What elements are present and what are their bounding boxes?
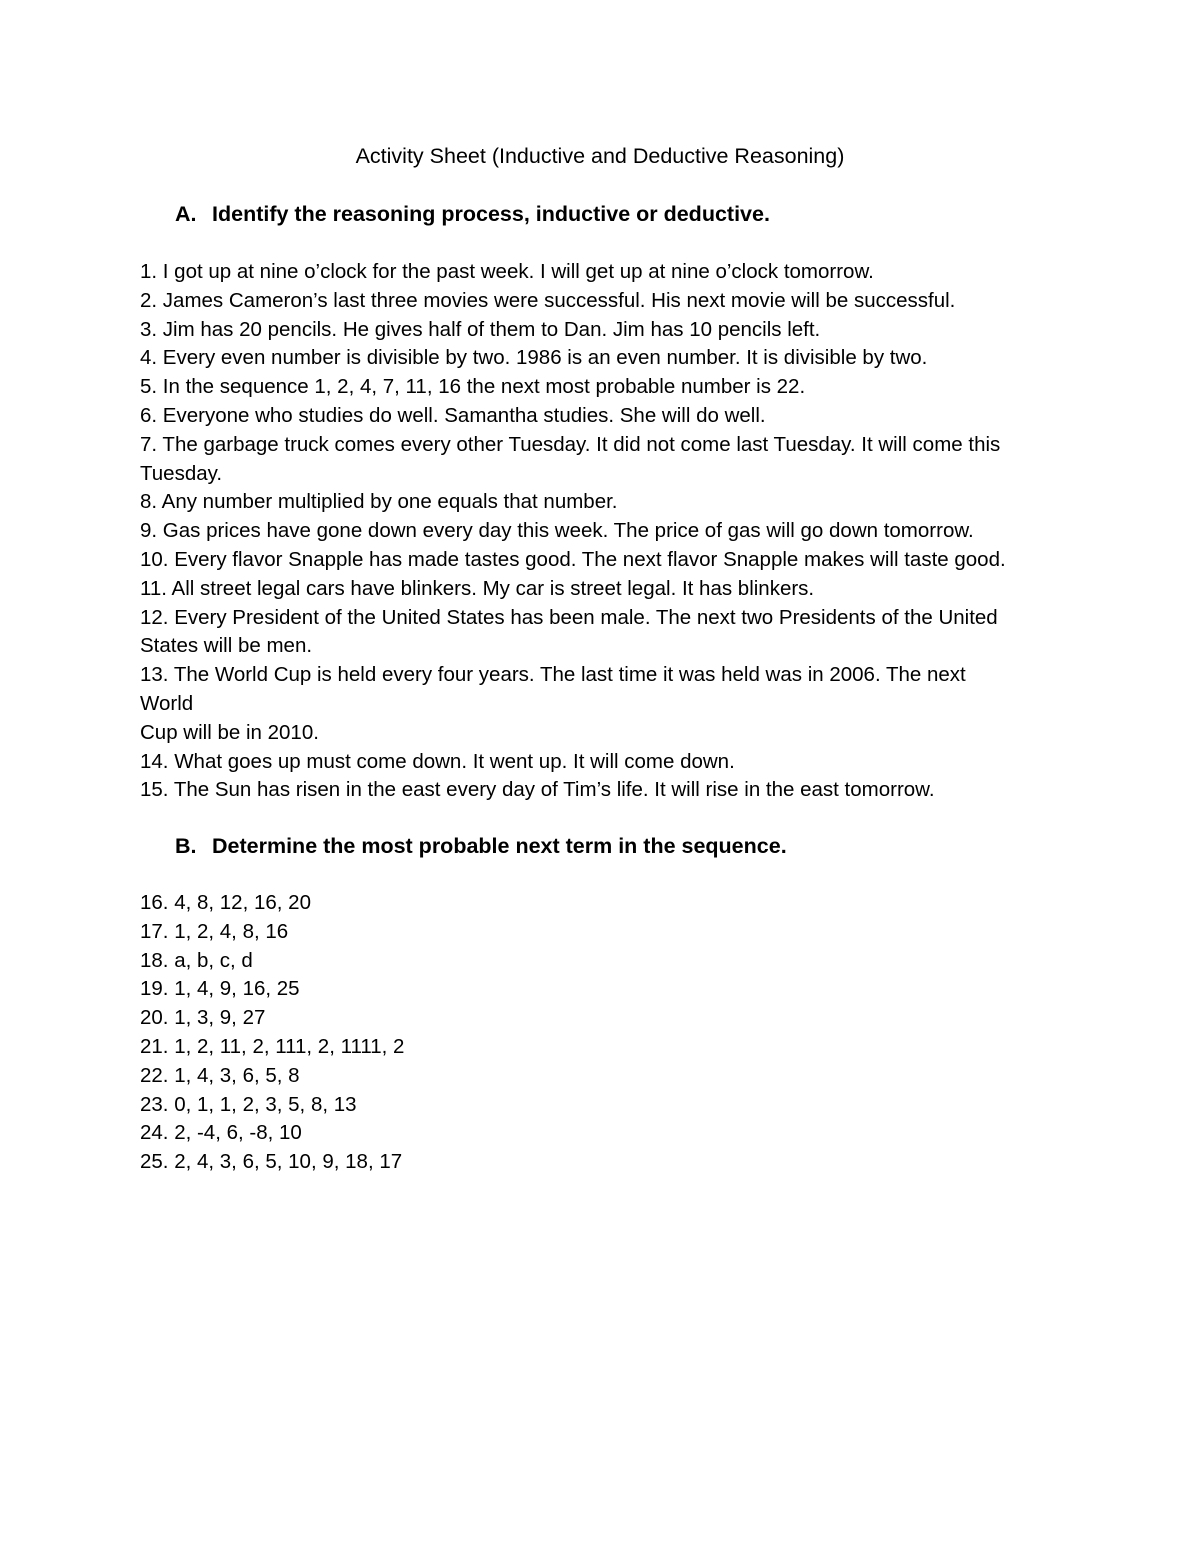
question-16: 16. 4, 8, 12, 16, 20 [140, 891, 311, 914]
question-22: 22. 1, 4, 3, 6, 5, 8 [140, 1063, 300, 1087]
section-b-letter: B. [175, 834, 197, 858]
question-15: 15. The Sun has risen in the east every day of Tim’s life. It will rise in the east tomorrow. [140, 778, 935, 802]
question-20: 20. 1, 3, 9, 27 [140, 1006, 266, 1030]
list-item [140, 316, 1060, 345]
list-item [140, 1033, 1060, 1062]
section-a-heading-text: Identify the reasoning process, inductive or deductive. [212, 202, 770, 226]
question-18: 18. a, b, c, d [140, 948, 253, 972]
question-11: 11. All street legal cars have blinkers. My car is street legal. It has blinkers. [140, 576, 815, 600]
list-item [140, 947, 1060, 976]
question-12: 12. Every President of the United States has been male. The next two Presidents of the United States will be men. [140, 605, 998, 658]
list-item [140, 488, 1060, 517]
section-a-letter: A. [175, 202, 197, 226]
question-13: 13. The World Cup is held every four years. The last time it was held was in 2006. The next World Cup will be in 2010. [140, 663, 966, 744]
question-19: 19. 1, 4, 9, 16, 25 [140, 977, 300, 1001]
question-8: 8. Any number multiplied by one equals that number. [140, 490, 618, 514]
question-17: 17. 1, 2, 4, 8, 16 [140, 919, 289, 943]
page-title: Activity Sheet (Inductive and Deductive Reasoning) [355, 144, 845, 168]
list-item [140, 287, 1060, 316]
list-item [140, 889, 1060, 918]
list-item [140, 661, 1060, 747]
question-9: 9. Gas prices have gone down every day this week. The price of gas will go down tomorrow. [140, 519, 974, 543]
section-a-list [140, 258, 1060, 805]
question-3: 3. Jim has 20 pencils. He gives half of them to Dan. Jim has 10 pencils left. [140, 317, 821, 341]
list-item [140, 1091, 1060, 1120]
list-item [140, 604, 1060, 662]
list-item [140, 1119, 1060, 1148]
list-item [140, 546, 1060, 575]
list-item [140, 517, 1060, 546]
section-b-list [140, 889, 1060, 1177]
list-item [140, 402, 1060, 431]
question-2: 2. James Cameron’s last three movies were successful. His next movie will be successful. [140, 288, 956, 312]
list-item [140, 748, 1060, 777]
question-7: 7. The garbage truck comes every other Tuesday. It did not come last Tuesday. It will come this Tuesday. [140, 432, 1001, 485]
question-5: 5. In the sequence 1, 2, 4, 7, 11, 16 the next most probable number is 22. [140, 375, 806, 399]
list-item [140, 776, 1060, 805]
section-b-heading-text: Determine the most probable next term in the sequence. [212, 834, 787, 858]
question-14: 14. What goes up must come down. It went up. It will come down. [140, 749, 735, 773]
section-b-heading [175, 832, 787, 860]
question-6: 6. Everyone who studies do well. Samantha studies. She will do well. [140, 403, 766, 427]
list-item [140, 575, 1060, 604]
question-1: 1. I got up at nine o’clock for the past week. I will get up at nine o’clock tomorrow. [140, 260, 874, 283]
list-item [140, 918, 1060, 947]
list-item [140, 431, 1060, 489]
question-25: 25. 2, 4, 3, 6, 5, 10, 9, 18, 17 [140, 1150, 403, 1174]
list-item [140, 1004, 1060, 1033]
list-item [140, 344, 1060, 373]
list-item [140, 373, 1060, 402]
question-10: 10. Every flavor Snapple has made tastes good. The next flavor Snapple makes will taste good. [140, 547, 1006, 571]
list-item [140, 975, 1060, 1004]
list-item [140, 1148, 1060, 1177]
list-item [140, 258, 1060, 287]
list-item [140, 1062, 1060, 1091]
question-23: 23. 0, 1, 1, 2, 3, 5, 8, 13 [140, 1092, 357, 1116]
question-24: 24. 2, -4, 6, -8, 10 [140, 1121, 302, 1145]
question-4: 4. Every even number is divisible by two. 1986 is an even number. It is divisible by two. [140, 346, 928, 370]
section-a-heading [175, 200, 770, 228]
question-21: 21. 1, 2, 11, 2, 111, 2, 1111, 2 [140, 1034, 405, 1058]
